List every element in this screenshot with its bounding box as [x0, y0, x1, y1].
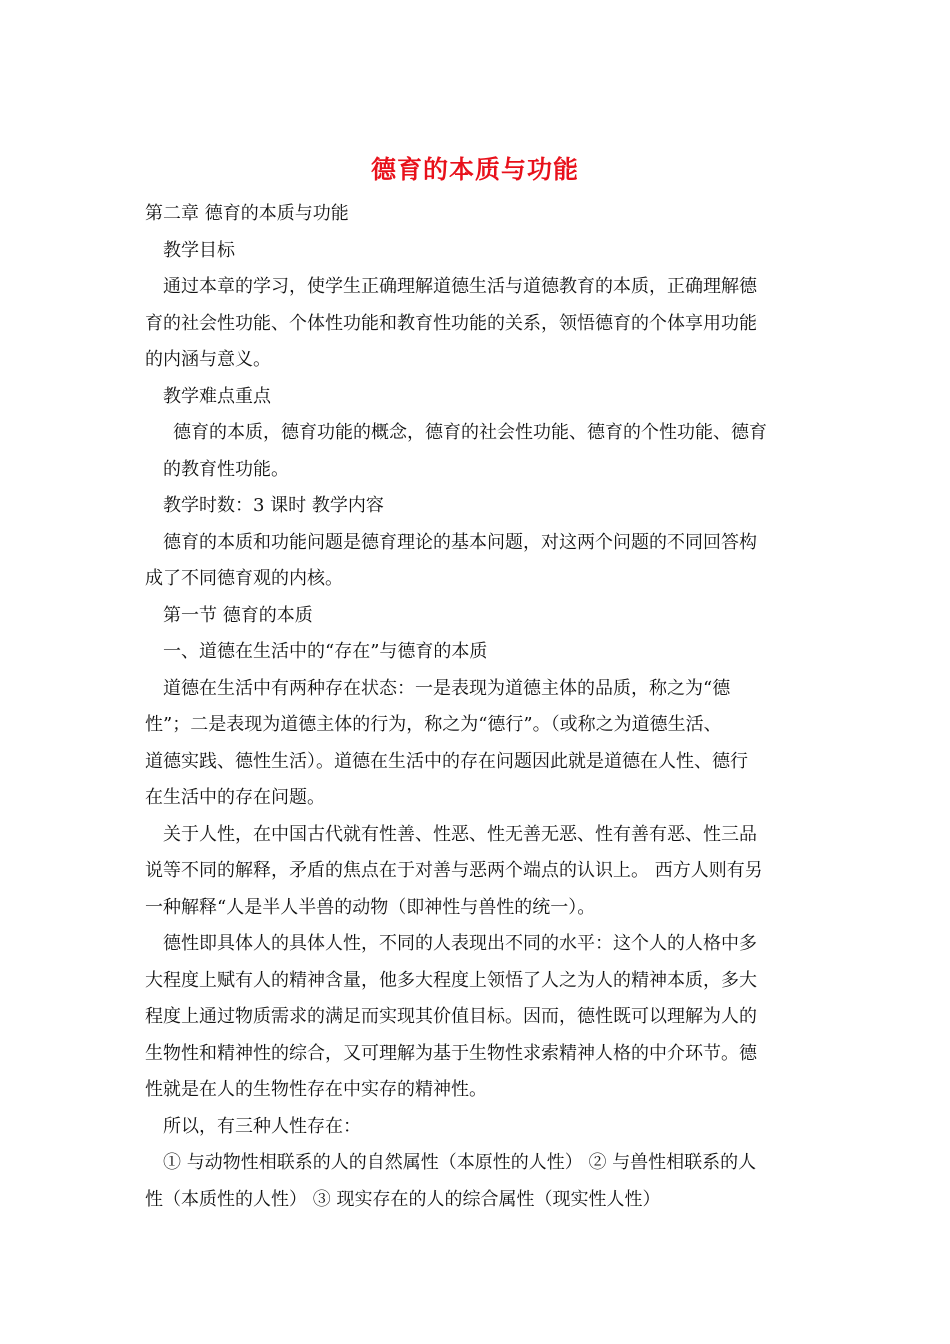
text-line: 德育的本质和功能问题是德育理论的基本问题，对这两个问题的不同回答构	[163, 531, 757, 553]
document-body	[145, 196, 810, 1218]
paragraph-virtue	[145, 926, 810, 1109]
list-item: 性（本质性的人性） ③ 现实存在的人的综合属性（现实性人性）	[145, 1188, 661, 1210]
text-line: 说等不同的解释，矛盾的焦点在于对善与恶两个端点的认识上。 西方人则有另	[145, 860, 763, 881]
teaching-hours: 教学时数：3 课时 教学内容	[163, 495, 384, 516]
goals-paragraph	[145, 269, 810, 379]
text-line: 程度上通过物质需求的满足而实现其价值目标。因而，德性既可以理解为人的	[145, 1006, 757, 1027]
intro-paragraph	[145, 525, 810, 598]
text-line: 大程度上赋有人的精神含量，他多大程度上领悟了人之为人的精神本质，多大	[145, 969, 757, 991]
text-line: 的内涵与意义。	[145, 349, 271, 370]
paragraph-three-natures: 所以，有三种人性存在：	[163, 1115, 361, 1137]
goals-heading: 教学目标	[163, 239, 235, 261]
keypoints-heading: 教学难点重点	[163, 385, 271, 407]
text-line: 生物性和精神性的综合，又可理解为基于生物性求索精神人格的中介环节。德	[145, 1042, 757, 1064]
text-line: 道德在生活中有两种存在状态：一是表现为道德主体的品质，称之为“德	[163, 677, 731, 699]
text-line: 性”；二是表现为道德主体的行为，称之为“德行”。（或称之为道德生活、	[145, 714, 722, 735]
chapter-heading: 第二章 德育的本质与功能	[145, 203, 349, 224]
text-line: 德育的本质，德育功能的概念，德育的社会性功能、德育的个性功能、德育	[173, 422, 767, 443]
text-line: 在生活中的存在问题。	[145, 787, 325, 808]
text-line: 育的社会性功能、个体性功能和教育性功能的关系，领悟德育的个体享用功能	[145, 312, 757, 334]
text-line: 一种解释“人是半人半兽的动物（即神性与兽性的统一）。	[145, 896, 596, 918]
text-line: 的教育性功能。	[163, 458, 289, 480]
text-line: 通过本章的学习，使学生正确理解道德生活与道德教育的本质，正确理解德	[163, 276, 757, 297]
text-line: 成了不同德育观的内核。	[145, 568, 343, 589]
subsection-heading: 一、道德在生活中的“存在”与德育的本质	[163, 641, 488, 662]
document-title: 德育的本质与功能	[370, 155, 579, 184]
paragraph-human-nature	[145, 817, 810, 927]
text-line: 德性即具体人的具体人性，不同的人表现出不同的水平：这个人的人格中多	[163, 933, 757, 954]
keypoints-paragraph	[145, 415, 810, 488]
nature-list	[145, 1145, 810, 1218]
paragraph-existence	[145, 671, 810, 817]
text-line: 关于人性，在中国古代就有性善、性恶、性无善无恶、性有善有恶、性三品	[163, 823, 757, 845]
text-line: 性就是在人的生物性存在中实存的精神性。	[145, 1079, 487, 1100]
list-item: ① 与动物性相联系的人的自然属性（本原性的人性） ② 与兽性相联系的人	[163, 1152, 757, 1173]
section-heading: 第一节 德育的本质	[163, 604, 313, 626]
text-line: 道德实践、德性生活）。道德在生活中的存在问题因此就是道德在人性、德行	[145, 750, 748, 772]
